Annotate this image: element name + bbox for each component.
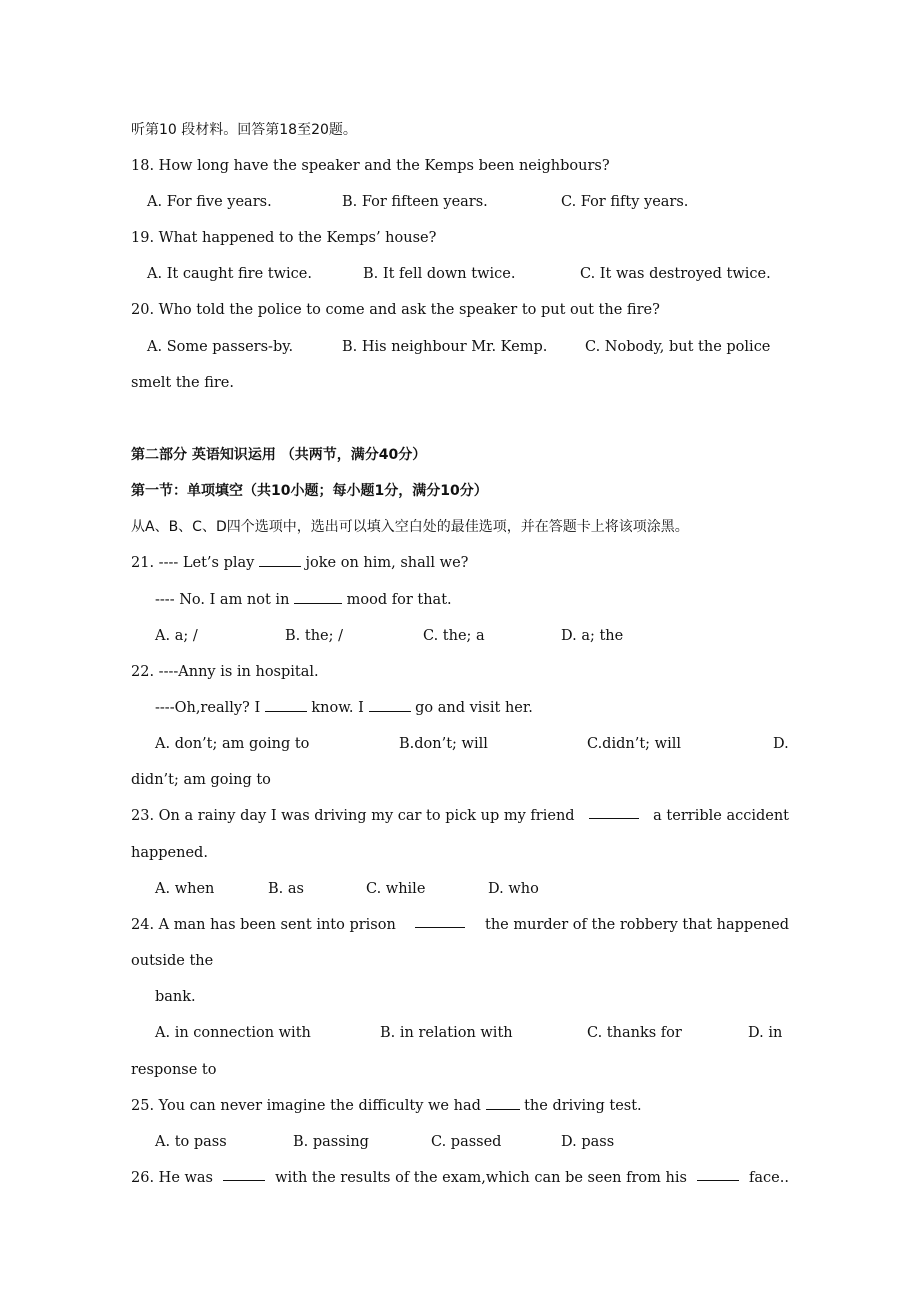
q18-option-c: C. For fifty years. xyxy=(561,194,689,210)
q24-text-b: the murder of the robbery that happened xyxy=(485,917,789,933)
q24-option-d-continued: response to xyxy=(131,1062,217,1078)
listening-instruction: 听第10 段材料。回答第18至20题。 xyxy=(131,122,357,138)
q21-option-a: A. a; / xyxy=(155,628,198,644)
q25-option-b: B. passing xyxy=(293,1134,369,1150)
q23-option-a: A. when xyxy=(155,881,215,897)
q21-text-a: 21. ---- Let’s play xyxy=(131,555,255,571)
q23-option-c: C. while xyxy=(366,881,426,897)
q20-option-a: A. Some passers-by. xyxy=(147,339,294,355)
q24-line3: bank. xyxy=(155,989,196,1005)
answer-blank xyxy=(294,591,342,604)
q25-option-d: D. pass xyxy=(561,1134,615,1150)
q21-option-c: C. the; a xyxy=(423,628,485,644)
q25-text-a: 25. You can never imagine the difficulty we had xyxy=(131,1098,481,1114)
q21-text-d: mood for that. xyxy=(346,592,452,608)
q23-option-b: B. as xyxy=(268,881,304,897)
q24-option-d: D. in xyxy=(748,1025,783,1041)
q19-option-c: C. It was destroyed twice. xyxy=(580,266,771,282)
answer-blank xyxy=(589,806,639,819)
q22-text-b: know. I xyxy=(311,700,364,716)
q25-option-a: A. to pass xyxy=(155,1134,227,1150)
q25-text-b: the driving test. xyxy=(524,1098,642,1114)
q18-option-a: A. For five years. xyxy=(147,194,272,210)
q23-line2: happened. xyxy=(131,845,208,861)
q19-option-b: B. It fell down twice. xyxy=(363,266,516,282)
q22-line1: 22. ----Anny is in hospital. xyxy=(131,664,319,680)
q23-option-d: D. who xyxy=(488,881,539,897)
q26-text-b: with the results of the exam,which can be seen from his xyxy=(275,1170,687,1186)
q21-line2 xyxy=(155,590,452,610)
q20-stem: 20. Who told the police to come and ask the speaker to put out the fire? xyxy=(131,302,660,318)
answer-blank xyxy=(697,1168,739,1181)
q21-option-d: D. a; the xyxy=(561,628,624,644)
q24-text-a: 24. A man has been sent into prison xyxy=(131,917,396,933)
q21-text-b: joke on him, shall we? xyxy=(305,555,469,571)
answer-blank xyxy=(265,699,307,712)
q24-option-b: B. in relation with xyxy=(380,1025,513,1041)
q22-option-a: A. don’t; am going to xyxy=(155,736,310,752)
q26-text-a: 26. He was xyxy=(131,1170,214,1186)
q18-option-b: B. For fifteen years. xyxy=(342,194,488,210)
q23-line1 xyxy=(131,806,789,826)
q21-text-c: ---- No. I am not in xyxy=(155,592,290,608)
q24-line1 xyxy=(131,915,789,935)
section1-instruction: 从A、B、C、D四个选项中，选出可以填入空白处的最佳选项，并在答题卡上将该项涂黑。 xyxy=(131,519,689,535)
q20-option-b: B. His neighbour Mr. Kemp. xyxy=(342,339,548,355)
q23-text-a: 23. On a rainy day I was driving my car to pick up my friend xyxy=(131,808,575,824)
q22-option-d: D. xyxy=(773,736,789,752)
q22-option-c: C.didn’t; will xyxy=(587,736,681,752)
q25-option-c: C. passed xyxy=(431,1134,502,1150)
q24-option-c: C. thanks for xyxy=(587,1025,682,1041)
q20-option-c-continued: smelt the fire. xyxy=(131,375,234,391)
answer-blank xyxy=(369,699,411,712)
q22-option-d-continued: didn’t; am going to xyxy=(131,772,271,788)
q21-option-b: B. the; / xyxy=(285,628,343,644)
q19-stem: 19. What happened to the Kemps’ house? xyxy=(131,230,437,246)
q19-option-a: A. It caught fire twice. xyxy=(147,266,312,282)
q21-line1 xyxy=(131,553,468,573)
q18-stem: 18. How long have the speaker and the Kemps been neighbours? xyxy=(131,158,610,174)
q22-option-b: B.don’t; will xyxy=(399,736,488,752)
section1-title: 第一节：单项填空（共10小题；每小题1分，满分10分） xyxy=(131,483,488,499)
q23-text-b: a terrible accident xyxy=(653,808,789,824)
q22-text-a: ----Oh,really? I xyxy=(155,700,261,716)
answer-blank xyxy=(223,1168,265,1181)
q22-line2 xyxy=(155,698,533,718)
answer-blank xyxy=(259,554,301,567)
q24-option-a: A. in connection with xyxy=(155,1025,311,1041)
answer-blank xyxy=(486,1097,520,1110)
q26-line1 xyxy=(131,1168,789,1188)
q20-option-c: C. Nobody, but the police xyxy=(585,339,771,355)
answer-blank xyxy=(415,915,465,928)
q24-line2: outside the xyxy=(131,953,214,969)
q25-line1 xyxy=(131,1096,642,1116)
q22-text-c: go and visit her. xyxy=(415,700,533,716)
q26-text-c: face.. xyxy=(749,1170,789,1186)
part2-title: 第二部分 英语知识运用 （共两节，满分40分） xyxy=(131,447,427,463)
